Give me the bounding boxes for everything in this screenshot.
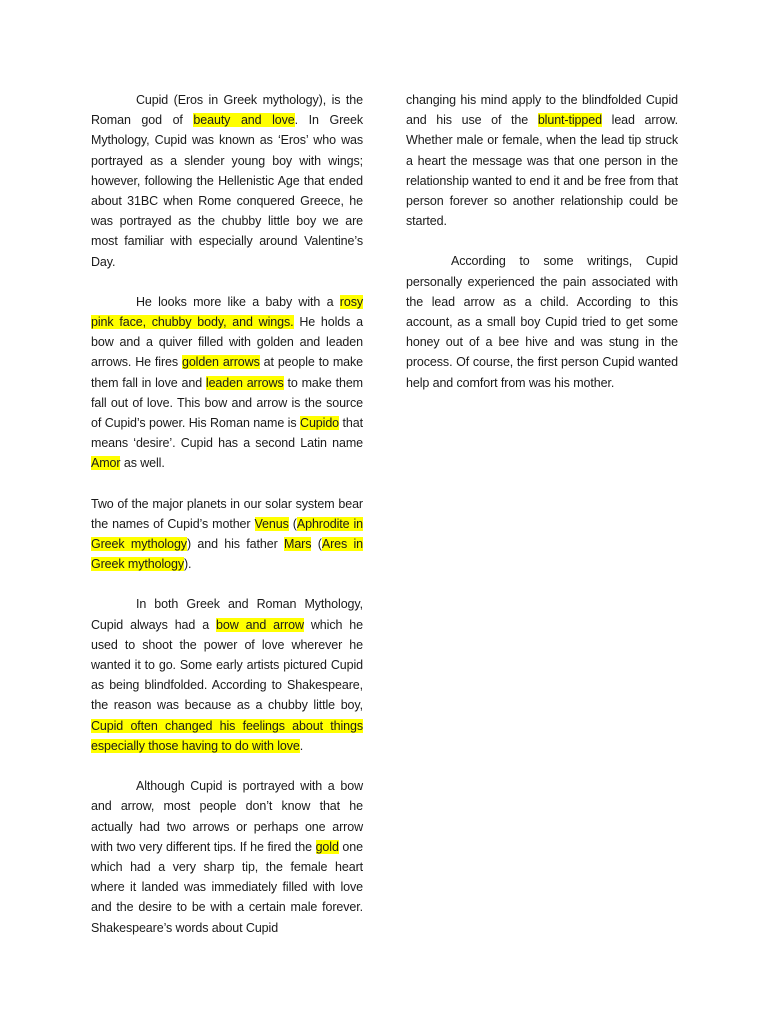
text-run: .: [299, 738, 304, 753]
paragraph: [91, 594, 363, 756]
text-run: which he used to shoot the power of love wherever he wanted it to go. Some early artists pictured Cupid as being blindfolded. According to Shakespeare, the reason was because as a chubby little boy,: [91, 617, 363, 713]
paragraph: [91, 90, 363, 272]
highlighted-text: blunt-tipped: [537, 113, 602, 128]
paragraph: [91, 494, 363, 575]
highlighted-text: Aphrodite in Greek mythology: [91, 516, 364, 552]
text-run: According to some writings, Cupid personally experienced the pain associated with the lead arrow as a child. According to this account, as a small boy Cupid tried to get some honey out of a bee hive and was stung in the process. Of course, the first person Cupid wanted help and comfort from was his mother.: [406, 254, 678, 390]
highlighted-text: Cupido: [300, 416, 340, 431]
text-run: Cupid (Eros in Greek mythology), is the Roman god of: [91, 93, 363, 128]
paragraph: [406, 90, 678, 231]
text-run: that means ‘desire’. Cupid has a second Latin name: [91, 416, 363, 451]
text-run: Although Cupid is portrayed with a bow and arrow, most people don’t know that he actually had two arrows or perhaps one arrow with two very different tips. If he fired the: [91, 779, 363, 854]
text-run: (: [288, 516, 297, 531]
right-column: [406, 90, 678, 413]
text-run: ) and his father: [186, 537, 285, 552]
highlighted-text: rosy pink face, chubby body, and wings.: [91, 294, 363, 330]
text-run: lead arrow. Whether male or female, when the lead tip struck a heart the message was that one person in the relationship wanted to end it and be free from that person forever so another relationship could be started.: [406, 113, 678, 229]
paragraph: [91, 776, 363, 938]
highlighted-text: beauty and love: [193, 113, 295, 128]
text-run: ).: [183, 557, 192, 572]
text-run: changing his mind apply to the blindfolded Cupid and his use of the: [406, 93, 678, 128]
highlighted-text: Ares in Greek mythology: [91, 537, 364, 572]
left-column: [91, 90, 363, 958]
highlighted-text: Mars: [284, 537, 312, 552]
text-run: (: [311, 537, 322, 552]
text-run: . In Greek Mythology, Cupid was known as ‘Eros’ who was portrayed as a slender young boy with wings; however, following the Hellenistic Age that ended about 31BC when Rome conquered Greece, he was portrayed as the chubby little boy we are most familiar with especially around Valentine’s Day.: [91, 113, 363, 269]
text-run: He looks more like a baby with a: [136, 294, 340, 309]
text-run: as well.: [120, 456, 165, 471]
highlighted-text: bow and arrow: [216, 617, 304, 632]
text-run: to make them fall out of love. This bow and arrow is the source of Cupid’s power. His Roman name is: [91, 375, 363, 431]
text-run: one which had a very sharp tip, the female heart where it landed was immediately filled with love and the desire to be with a certain male forever. Shakespeare’s words about Cupid: [91, 839, 363, 935]
highlighted-text: Venus: [254, 516, 289, 531]
text-run: He holds a bow and a quiver filled with golden and leaden arrows. He fires: [91, 315, 363, 370]
highlighted-text: Cupid often changed his feelings about things especially those having to do with love: [91, 718, 363, 753]
text-run: at people to make them fall in love and: [91, 355, 364, 390]
highlighted-text: Amor: [91, 456, 121, 471]
text-run: In both Greek and Roman Mythology, Cupid always had a: [91, 597, 363, 632]
text-run: Two of the major planets in our solar system bear the names of Cupid’s mother: [91, 496, 363, 531]
highlighted-text: gold: [315, 839, 339, 854]
highlighted-text: golden arrows: [181, 355, 260, 370]
paragraph: [406, 251, 678, 392]
paragraph: [91, 292, 363, 474]
highlighted-text: leaden arrows: [205, 375, 284, 390]
